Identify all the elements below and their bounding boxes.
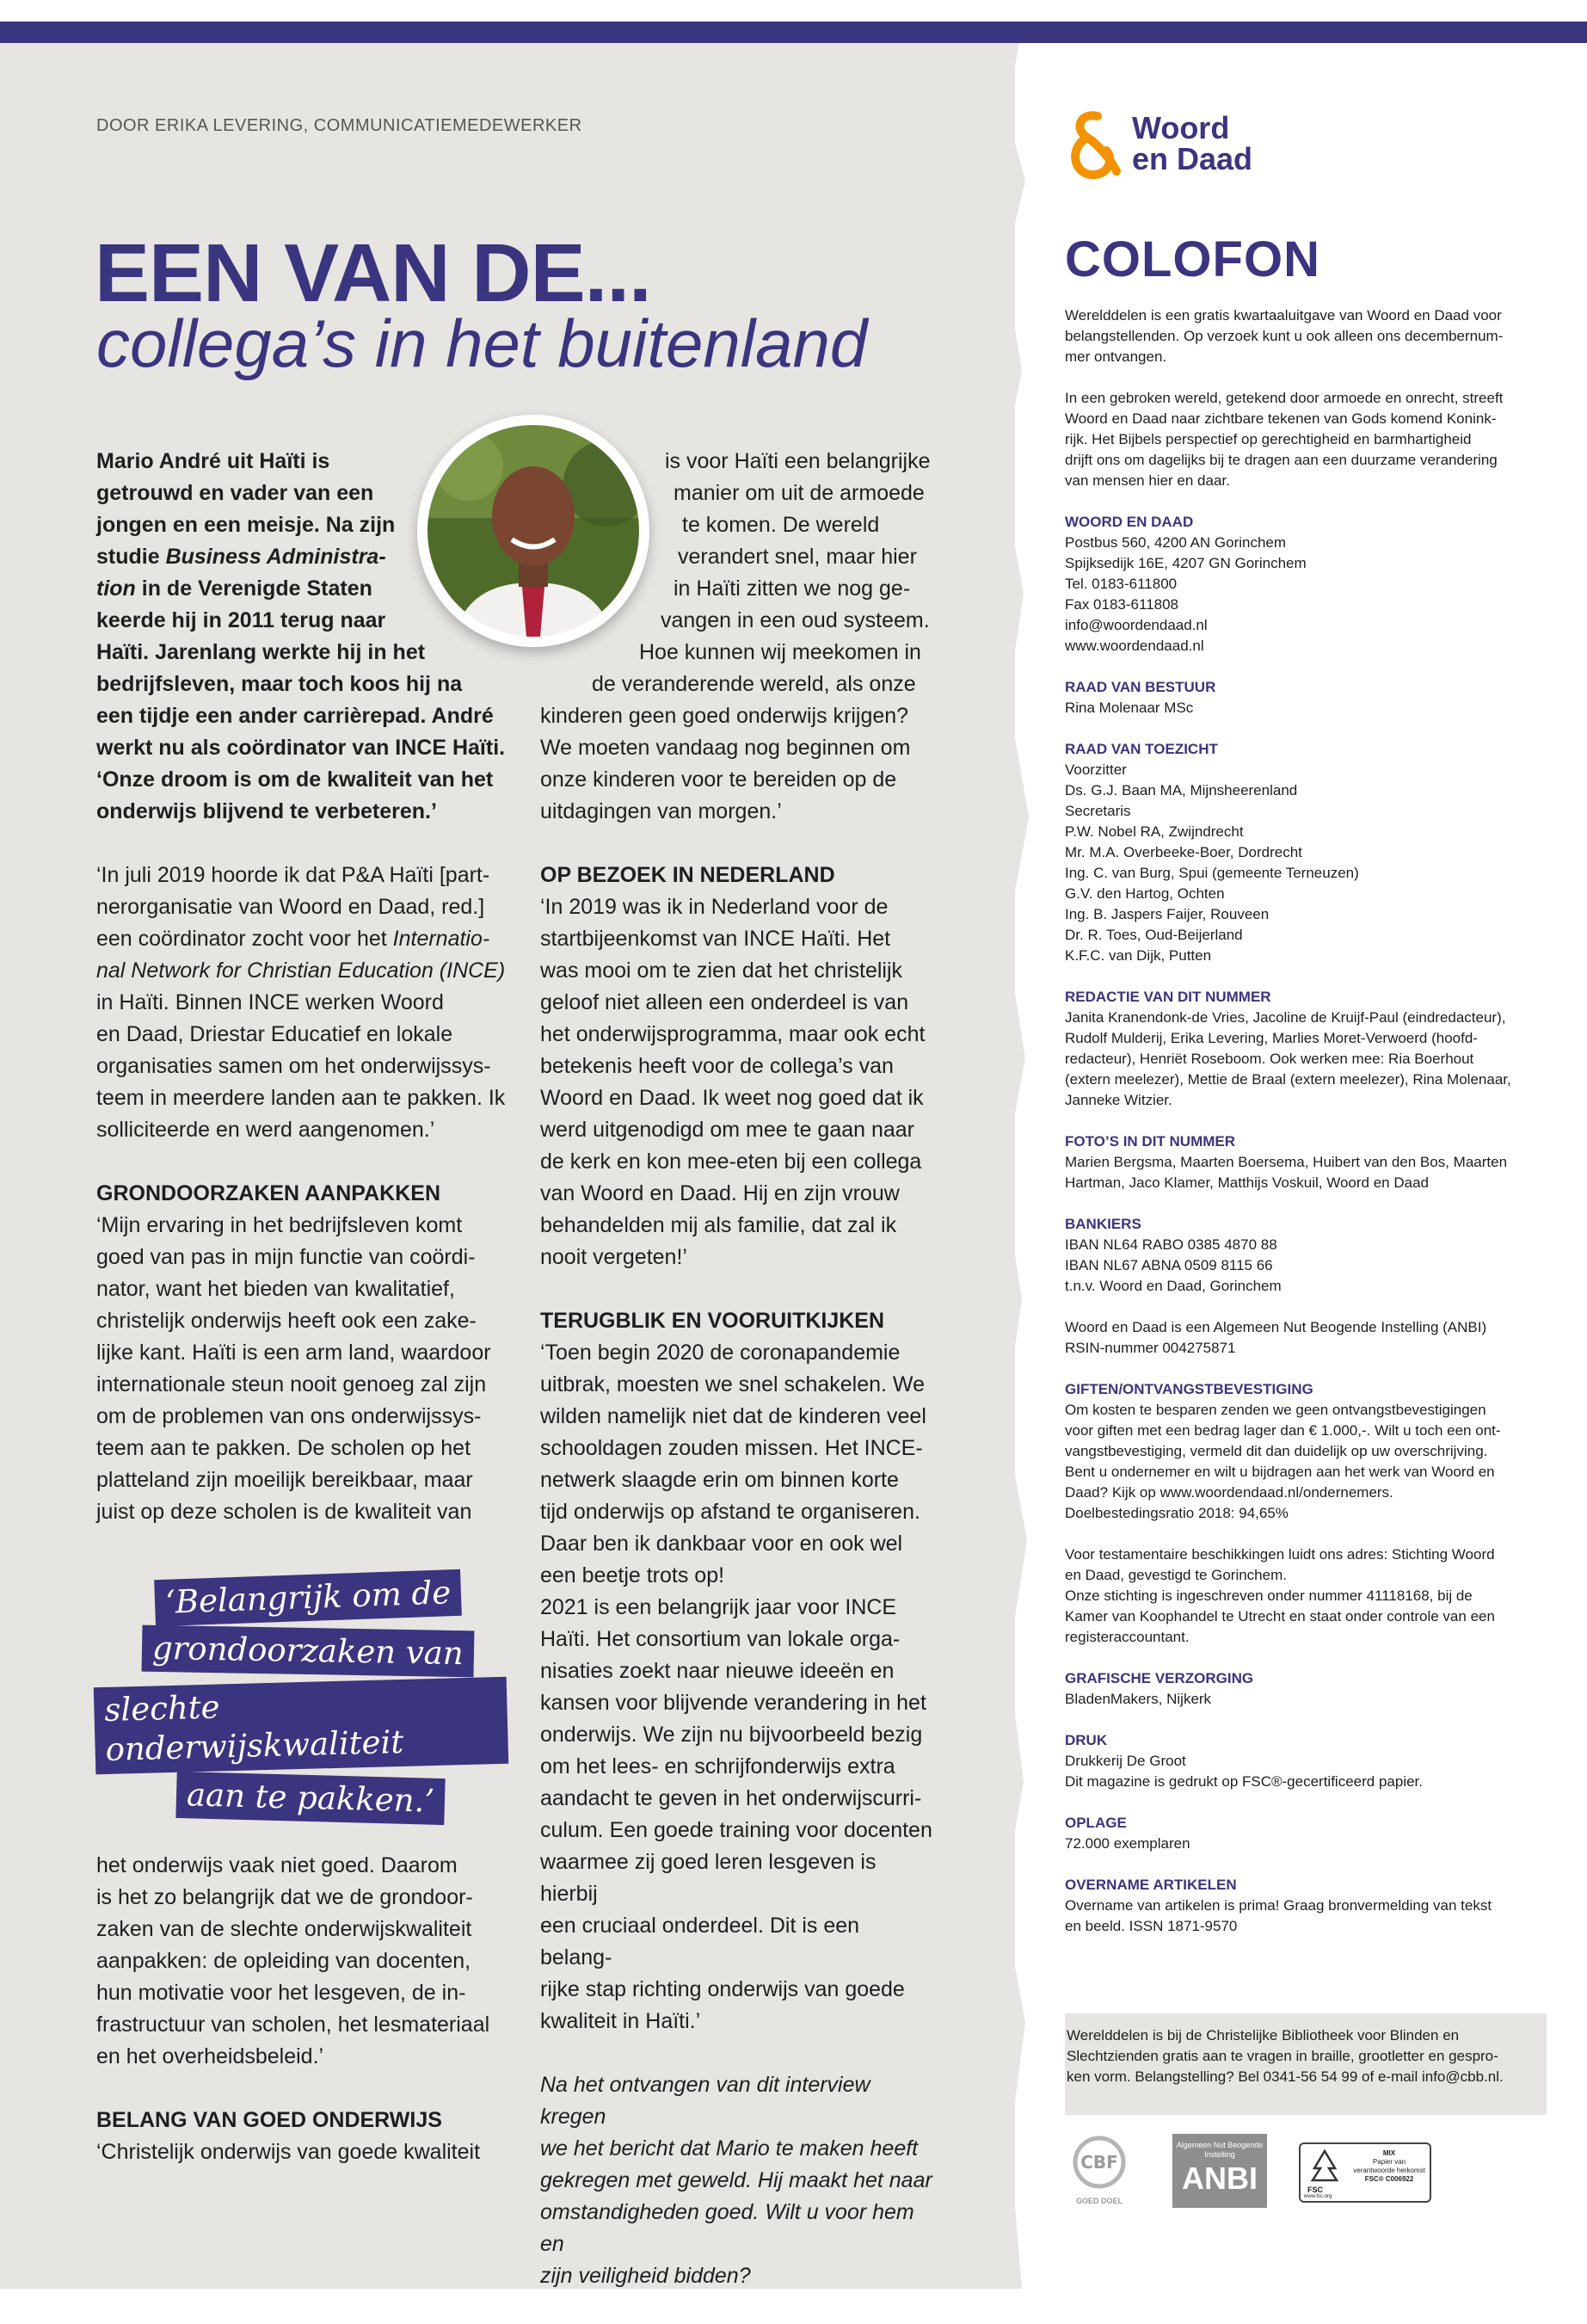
quote-line: ‘Belangrijk om de: [154, 1569, 462, 1627]
colofon-line: t.n.v. Woord en Daad, Gorinchem: [1065, 1278, 1282, 1294]
colofon-body: [1065, 305, 1540, 1957]
fsc-tree-icon: [1306, 2148, 1344, 2185]
colofon-section-heading: RAAD VAN BESTUUR: [1065, 679, 1216, 695]
colofon-line: G.V. den Hartog, Ochten: [1065, 885, 1225, 902]
colofon-line: 72.000 exemplaren: [1065, 1835, 1190, 1852]
colofon-line: Dit magazine is gedrukt op FSC®-gecertificeerd papier.: [1065, 1773, 1423, 1790]
cbf-caption: GOED DOEL: [1075, 2197, 1123, 2205]
colofon-line: K.F.C. van Dijk, Putten: [1065, 947, 1212, 964]
fsc-badge: [1299, 2142, 1431, 2203]
cbf-icon: [1065, 2132, 1134, 2192]
colofon-section-heading: GIFTEN/ONTVANGSTBEVESTIGING: [1065, 1381, 1313, 1397]
paragraph: ‘Toen begin 2020 de coronapandemie uitbrak, moesten we snel schakelen. We wilden namelijk niet dat de kinderen veel schooldagen zouden missen. Het INCE- netwerk slaagde erin om binnen korte tijd onderwijs op afstand te organiseren. Daar ben ik dankbaar voor en ook wel een beetje trots op! 2021 is een belangrijk jaar voor INCE Haïti. Het consortium van lokale orga- nisaties zoekt naar nieuwe ideeën en kansen voor blijvende verandering in het onderwijs. We zijn nu bijvoorbeeld bezig om het lees- en schrijfonderwijs extra aandacht te geven in het onderwijscurri- culum. Een goede training voor docenten waarmee zij goed leren lesgeven is hierbij een cruciaal onderdeel. Dit is een belang- rijke stap richting onderwijs van goede kwaliteit in Haïti.’: [540, 1341, 932, 2033]
colofon-line: Janneke Witzier.: [1065, 1092, 1172, 1108]
top-margin: [0, 0, 1587, 22]
colofon-section: [1065, 677, 1540, 718]
colofon-section-heading: RAAD VAN TOEZICHT: [1065, 741, 1218, 757]
colofon-section: [1065, 1317, 1540, 1359]
colofon-section-heading: REDACTIE VAN DIT NUMMER: [1065, 989, 1271, 1005]
colofon-line: en beeld. ISSN 1871-9570: [1065, 1918, 1238, 1934]
colofon-section-heading: FOTO’S IN DIT NUMMER: [1065, 1133, 1236, 1150]
section-heading: TERUGBLIK EN VOORUITKIJKEN: [540, 1309, 885, 1333]
anbi-badge: [1172, 2134, 1267, 2208]
paragraph: ‘Christelijk onderwijs van goede kwaliteit: [96, 2140, 481, 2164]
colofon-line: Ing. B. Jaspers Faijer, Rouveen: [1065, 906, 1270, 922]
colofon-line: Secretaris: [1065, 803, 1131, 819]
colofon-line: Drukkerij De Groot: [1065, 1753, 1186, 1769]
logo-text: Woord en Daad: [1132, 110, 1253, 176]
torn-edge: [972, 43, 1049, 2289]
cbf-badge: [1065, 2132, 1134, 2210]
closing-note: Na het ontvangen van dit interview kregen we het bericht dat Mario te maken heeft gekregen met geweld. Hij maakt het naar omstandigheden goed. Wilt u voor hem en zijn veiligheid bidden?: [540, 2073, 932, 2288]
paragraph: is voor Haïti een belangrijke manier om uit de armoede te komen. De wereld verandert snel, maar hier in Haïti zitten we nog ge- vangen in een oud systeem. Hoe kunnen wij meekomen in de veranderende wereld, als onze kinderen geen goed onderwijs krijgen? We moeten vandaag nog beginnen om onze kinderen voor te bereiden op de uitdagingen van morgen.’: [540, 449, 931, 823]
colofon-section-heading: WOORD EN DAAD: [1065, 514, 1194, 530]
colofon-title: COLOFON: [1065, 231, 1320, 287]
quote-line: aan te pakken.’: [175, 1772, 445, 1825]
byline: DOOR ERIKA LEVERING, COMMUNICATIEMEDEWERKER: [96, 116, 582, 135]
quote-line: slechte onderwijskwaliteit: [94, 1676, 508, 1773]
woord-en-daad-logo: [1063, 108, 1278, 185]
colofon-section: [1065, 739, 1540, 966]
colofon-line: redacteur), Henriët Roseboom. Ook werken mee: Ria Boerhout: [1065, 1051, 1474, 1067]
section-heading: GRONDOORZAKEN AANPAKKEN: [96, 1181, 440, 1205]
colofon-line: en Daad, gevestigd te Gorinchem.: [1065, 1567, 1287, 1583]
colofon-line: IBAN NL64 RABO 0385 4870 88: [1065, 1236, 1277, 1253]
braille-info-box: Werelddelen is bij de Christelijke Bibliotheek voor Blinden en Slechtzienden gratis aan te vragen in braille, grootletter en gespro- ken vorm. Belangstelling? Bel 0341-56 54 99 of e-mail info@cbb.nl.: [1065, 2013, 1547, 2115]
colofon-section-heading: DRUK: [1065, 1732, 1108, 1748]
colofon-line: Overname van artikelen is prima! Graag bronvermelding van tekst: [1065, 1897, 1492, 1914]
colofon-line: Onze stichting is ingeschreven onder nummer 41118168, bij de: [1065, 1587, 1473, 1604]
anbi-label: ANBI: [1182, 2161, 1258, 2196]
colofon-line: Bent u ondernemer en wilt u bijdragen aan het werk van Woord en: [1065, 1464, 1495, 1480]
colofon-section: [1065, 1875, 1540, 1937]
logo-icon: [1063, 108, 1123, 185]
colofon-line: Rina Molenaar MSc: [1065, 700, 1194, 716]
colofon-line: Ing. C. van Burg, Spui (gemeente Terneuzen): [1065, 865, 1359, 881]
colofon-section-heading: BANKIERS: [1065, 1216, 1141, 1232]
fsc-label: FSC: [1307, 2185, 1323, 2194]
quote-line: grondoorzaken van: [142, 1625, 475, 1678]
article-title: EEN VAN DE...: [95, 227, 651, 319]
colofon-section: [1065, 1813, 1540, 1854]
colofon-line: Daad? Kijk op www.woordendaad.nl/ondernemers.: [1065, 1484, 1393, 1501]
colofon-line: info@woordendaad.nl: [1065, 617, 1208, 633]
colofon-line: (extern meelezer), Mettie de Braal (extern meelezer), Rina Molenaar,: [1065, 1071, 1511, 1088]
colofon-line: Om kosten te besparen zenden we geen ontvangstbevestigingen: [1065, 1402, 1486, 1418]
colofon-line: BladenMakers, Nijkerk: [1065, 1691, 1212, 1707]
section-heading: OP BEZOEK IN NEDERLAND: [540, 863, 835, 887]
colofon-section: [1065, 512, 1540, 657]
colofon-line: Postbus 560, 4200 AN Gorinchem: [1065, 534, 1287, 551]
colofon-section: [1065, 1544, 1540, 1648]
colofon-intro: Werelddelen is een gratis kwartaaluitgave van Woord en Daad voor belangstellenden. Op verzoek kunt u ook alleen ons decembernum- mer ontvangen.: [1065, 307, 1504, 365]
colofon-line: www.woordendaad.nl: [1065, 638, 1204, 654]
colofon-section: [1065, 1730, 1540, 1792]
article-subtitle: collega’s in het buitenland: [96, 305, 868, 381]
colofon-section: [1065, 1131, 1540, 1193]
colofon-line: vangstbevestiging, vermeld dit dan duidelijk op uw overschrijving.: [1065, 1443, 1488, 1459]
colofon-section: [1065, 1379, 1540, 1524]
colofon-line: Ds. G.J. Baan MA, Mijnsheerenland: [1065, 782, 1298, 798]
colofon-line: Dr. R. Toes, Oud-Beijerland: [1065, 927, 1243, 943]
article-column-1-continued: [96, 1850, 509, 2200]
colofon-line: Voorzitter: [1065, 761, 1127, 778]
colofon-section: [1065, 987, 1540, 1111]
colofon-line: Woord en Daad is een Algemeen Nut Beogende Instelling (ANBI): [1065, 1319, 1487, 1335]
colofon-section-heading: GRAFISCHE VERZORGING: [1065, 1670, 1254, 1686]
colofon-line: Spijksedijk 16E, 4207 GN Gorinchem: [1065, 555, 1307, 571]
paragraph: het onderwijs vaak niet goed. Daarom is het zo belangrijk dat we de grondoor- zaken van de slechte onderwijskwaliteit aanpakken: de opleiding van docenten, hun motivatie voor het lesgeven, de in- frastructuur van scholen, het lesmateriaal en het overheidsbeleid.’: [96, 1853, 490, 2068]
colofon-section: [1065, 1668, 1540, 1710]
svg-text:CBF: CBF: [1080, 2152, 1118, 2173]
colofon-line: Voor testamentaire beschikkingen luidt ons adres: Stichting Woord: [1065, 1546, 1495, 1563]
fsc-text: MIX Papier van verantwoorde herkomst FSC® C006922: [1353, 2149, 1425, 2183]
pull-quote: [95, 1575, 507, 1828]
colofon-line: Tel. 0183-611800: [1065, 576, 1178, 592]
article-column-2: [540, 446, 936, 2324]
colofon-mission: In een gebroken wereld, getekend door armoede en onrecht, streeft Woord en Daad naar zichtbare tekenen van Gods komend Konink- rijk. Het Bijbels perspectief op gerechtigheid en barmhartigheid drijft ons om dagelijks bij te dragen aan een duurzame verandering van mensen hier en daar.: [1065, 390, 1504, 489]
colofon-line: Rudolf Mulderij, Erika Levering, Marlies Moret-Verwoerd (hoofd-: [1065, 1030, 1478, 1046]
colofon-line: Marien Bergsma, Maarten Boersema, Huibert van den Bos, Maarten: [1065, 1154, 1508, 1170]
intro-paragraph: Mario André uit Haïti is getrouwd en vader van een jongen en een meisje. Na zijn studie Business Administra- tion in de Verenigde Staten keerde hij in 2011 terug naar Haïti. Jarenlang werkte hij in het bedrijfsleven, maar toch koos hij na een tijdje een ander carrièrepad. André werkt nu als coördinator van INCE Haïti. ‘Onze droom is om de kwaliteit van het onderwijs blijvend te verbeteren.’: [96, 449, 506, 823]
fsc-url: www.fsc.org: [1304, 2194, 1332, 2199]
colofon-line: P.W. Nobel RA, Zwijndrecht: [1065, 823, 1244, 840]
colofon-line: Kamer van Koophandel te Utrecht en staat onder controle van een: [1065, 1608, 1495, 1624]
top-purple-bar: [0, 22, 1587, 43]
paragraph: ‘In 2019 was ik in Nederland voor de startbijeenkomst van INCE Haïti. Het was mooi om te zien dat het christelijk geloof niet alleen een onderdeel is van het onderwijsprogramma, maar ook echt betekenis heeft voor de collega’s van Woord en Daad. Ik weet nog goed dat ik werd uitgenodigd om mee te gaan naar de kerk en kon mee-eten bij een collega van Woord en Daad. Hij en zijn vrouw behandelden mij als familie, dat zal ik nooit vergeten!’: [540, 895, 926, 1269]
anbi-caption: Algemeen Nut Beogende Instelling: [1176, 2141, 1264, 2159]
colofon-line: Janita Kranendonk-de Vries, Jacoline de Kruijf-Paul (eindredacteur),: [1065, 1009, 1506, 1026]
colofon-section: [1065, 1214, 1540, 1297]
colofon-line: IBAN NL67 ABNA 0509 8115 66: [1065, 1257, 1273, 1273]
colofon-section-heading: OPLAGE: [1065, 1815, 1127, 1831]
colofon-line: Mr. M.A. Overbeeke-Boer, Dordrecht: [1065, 844, 1302, 860]
paragraph: ‘Mijn ervaring in het bedrijfsleven komt goed van pas in mijn functie van coördi- nator, want het bieden van kwalitatief, christelijk onderwijs heeft ook een zake- lijke kant. Haïti is een arm land, waardoor internationale steun nooit genoeg zal zijn om de problemen van ons onderwijssys- teem aan te pakken. De scholen op het platteland zijn moeilijk bereikbaar, maar juist op deze scholen is de kwaliteit van: [96, 1213, 491, 1524]
colofon-line: Doelbestedingsratio 2018: 94,65%: [1065, 1505, 1289, 1521]
colofon-line: voor giften met een bedrag lager dan € 1.000,-. Wilt u toch een ont-: [1065, 1422, 1501, 1439]
paragraph: ‘In juli 2019 hoorde ik dat P&A Haïti [part- nerorganisatie van Woord en Daad, red.] een coördinator zocht voor het Internatio- nal Network for Christian Education (INCE) in Haïti. Binnen INCE werken Woord en Daad, Driestar Educatief en lokale organisaties samen om het onderwijssys- teem in meerdere landen aan te pakken. Ik solliciteerde en werd aangenomen.’: [96, 863, 506, 1142]
colofon-line: Fax 0183-611808: [1065, 596, 1179, 613]
colofon-line: Hartman, Jaco Klamer, Matthijs Voskuil, Woord en Daad: [1065, 1174, 1429, 1191]
colofon-line: RSIN-nummer 004275871: [1065, 1340, 1236, 1356]
colofon-section-heading: OVERNAME ARTIKELEN: [1065, 1877, 1237, 1893]
colofon-line: registeraccountant.: [1065, 1629, 1190, 1645]
section-heading: BELANG VAN GOED ONDERWIJS: [96, 2108, 442, 2132]
